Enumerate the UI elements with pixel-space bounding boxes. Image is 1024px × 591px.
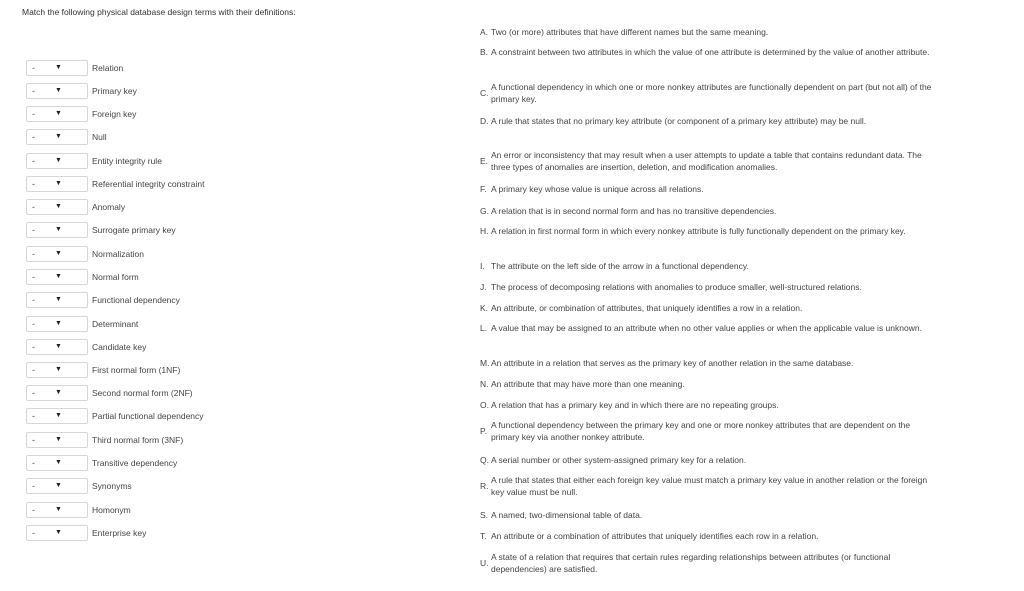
dropdown-arrow-icon: ▼: [55, 110, 62, 117]
dropdown-arrow-icon: ▼: [55, 226, 62, 233]
dropdown-arrow-icon: ▼: [55, 436, 62, 443]
definition-item: [480, 46, 940, 58]
term-label: Enterprise key: [92, 528, 147, 538]
term-row: [26, 292, 180, 308]
select-value: -: [32, 481, 35, 491]
definition-letter: C.: [480, 88, 489, 98]
select-value: -: [32, 365, 35, 375]
definition-item: [480, 322, 940, 334]
term-row: [26, 176, 204, 192]
definition-letter: D.: [480, 116, 489, 126]
definition-letter: G.: [480, 206, 489, 216]
match-select[interactable]: [26, 60, 88, 76]
match-select[interactable]: [26, 269, 88, 285]
term-label: Referential integrity constraint: [92, 179, 205, 189]
match-select[interactable]: [26, 222, 88, 238]
definition-text: An attribute or a combination of attributes that uniquely identifies each row in a relation.: [491, 531, 819, 541]
term-row: [26, 502, 131, 518]
dropdown-arrow-icon: ▼: [55, 529, 62, 536]
term-label: Partial functional dependency: [92, 411, 204, 421]
definition-letter: O.: [480, 400, 489, 410]
definition-text: A rule that states that no primary key attribute (or component of a primary key attribute) may be null.: [491, 116, 867, 126]
dropdown-arrow-icon: ▼: [55, 157, 62, 164]
definition-text: The attribute on the left side of the arrow in a functional dependency.: [491, 261, 749, 271]
dropdown-arrow-icon: ▼: [55, 412, 62, 419]
select-value: -: [32, 342, 35, 352]
term-row: [26, 316, 138, 332]
match-select[interactable]: [26, 478, 88, 494]
definition-letter: P.: [480, 426, 487, 436]
definition-letter: L.: [480, 323, 488, 333]
term-row: [26, 432, 183, 448]
term-label: Functional dependency: [92, 295, 180, 305]
definition-item: [480, 205, 940, 217]
definitions-list: [480, 0, 940, 591]
term-row: [26, 246, 144, 262]
definition-item: [480, 551, 940, 575]
definition-text: A state of a relation that requires that certain rules regarding relationships between attributes (or functional dependencies) are satisfied.: [491, 552, 891, 574]
term-label: Second normal form (2NF): [92, 388, 193, 398]
term-label: First normal form (1NF): [92, 365, 181, 375]
match-select[interactable]: [26, 408, 88, 424]
definition-text: An attribute in a relation that serves as the primary key of another relation in the same database.: [491, 358, 854, 368]
definition-text: A value that may be assigned to an attribute when no other value applies or when the applicable value is unknown.: [491, 323, 922, 333]
definition-item: [480, 474, 940, 498]
dropdown-arrow-icon: ▼: [55, 459, 62, 466]
match-select[interactable]: [26, 316, 88, 332]
definition-letter: E.: [480, 156, 489, 166]
select-value: -: [32, 132, 35, 142]
definition-text: A relation that has a primary key and in which there are no repeating groups.: [491, 400, 779, 410]
definition-text: Two (or more) attributes that have different names but the same meaning.: [491, 27, 769, 37]
match-select[interactable]: [26, 362, 88, 378]
dropdown-arrow-icon: ▼: [55, 250, 62, 257]
definition-text: A functional dependency in which one or more nonkey attributes are functionally dependent on part (but not all) of the primary key.: [491, 82, 932, 104]
select-value: -: [32, 505, 35, 515]
definition-letter: F.: [480, 184, 487, 194]
select-value: -: [32, 411, 35, 421]
select-value: -: [32, 63, 35, 73]
definition-letter: R.: [480, 481, 489, 491]
match-select[interactable]: [26, 432, 88, 448]
definition-item: [480, 281, 940, 293]
select-value: -: [32, 109, 35, 119]
definition-item: [480, 225, 940, 237]
term-label: Normalization: [92, 249, 144, 259]
term-row: [26, 525, 146, 541]
dropdown-arrow-icon: ▼: [55, 203, 62, 210]
term-label: Anomaly: [92, 202, 126, 212]
match-select[interactable]: [26, 153, 88, 169]
definition-text: A functional dependency between the primary key and one or more nonkey attributes that are dependent on the primary key via another nonkey attribute.: [491, 420, 911, 442]
term-label: Foreign key: [92, 109, 137, 119]
term-row: [26, 153, 162, 169]
term-label: Surrogate primary key: [92, 225, 176, 235]
definition-text: A relation in first normal form in which every nonkey attribute is fully functionally dependent on the primary key.: [491, 226, 906, 236]
term-label: Homonym: [92, 505, 131, 515]
definition-item: [480, 357, 940, 369]
definition-item: [480, 399, 940, 411]
select-value: -: [32, 202, 35, 212]
term-row: [26, 455, 177, 471]
term-label: Null: [92, 132, 107, 142]
definition-text: An attribute that may have more than one meaning.: [491, 379, 685, 389]
dropdown-arrow-icon: ▼: [55, 87, 62, 94]
dropdown-arrow-icon: ▼: [55, 320, 62, 327]
definition-item: [480, 81, 940, 105]
dropdown-arrow-icon: ▼: [55, 482, 62, 489]
select-value: -: [32, 249, 35, 259]
match-select[interactable]: [26, 246, 88, 262]
definition-item: [480, 509, 940, 521]
dropdown-arrow-icon: ▼: [55, 296, 62, 303]
match-select[interactable]: [26, 525, 88, 541]
definition-item: [480, 419, 940, 443]
definition-letter: A.: [480, 27, 489, 37]
dropdown-arrow-icon: ▼: [55, 366, 62, 373]
term-label: Normal form: [92, 272, 139, 282]
definition-item: [480, 302, 940, 314]
term-label: Determinant: [92, 319, 139, 329]
select-value: -: [32, 272, 35, 282]
term-row: [26, 362, 180, 378]
dropdown-arrow-icon: ▼: [55, 506, 62, 513]
select-value: -: [32, 295, 35, 305]
select-value: -: [32, 435, 35, 445]
match-select[interactable]: [26, 83, 88, 99]
definition-item: [480, 530, 940, 542]
term-row: [26, 269, 139, 285]
term-label: Entity integrity rule: [92, 156, 162, 166]
select-value: -: [32, 86, 35, 96]
term-label: Relation: [92, 63, 124, 73]
select-value: -: [32, 458, 35, 468]
match-select[interactable]: [26, 339, 88, 355]
definition-text: A named, two-dimensional table of data.: [491, 510, 643, 520]
definition-letter: M.: [480, 358, 490, 368]
definition-text: An attribute, or combination of attributes, that uniquely identifies a row in a relation.: [491, 303, 803, 313]
definition-item: [480, 454, 940, 466]
definition-item: [480, 149, 940, 173]
term-label: Candidate key: [92, 342, 147, 352]
definition-letter: K.: [480, 303, 489, 313]
definition-letter: T.: [480, 531, 487, 541]
match-select[interactable]: [26, 176, 88, 192]
match-select[interactable]: [26, 502, 88, 518]
definition-letter: Q.: [480, 455, 489, 465]
term-label: Transitive dependency: [92, 458, 178, 468]
term-row: [26, 339, 146, 355]
term-label: Third normal form (3NF): [92, 435, 184, 445]
term-row: [26, 106, 136, 122]
definition-item: [480, 260, 940, 272]
select-value: -: [32, 156, 35, 166]
term-row: [26, 83, 137, 99]
select-value: -: [32, 388, 35, 398]
match-select[interactable]: [26, 199, 88, 215]
match-select[interactable]: [26, 455, 88, 471]
definition-item: [480, 378, 940, 390]
term-label: Synonyms: [92, 481, 132, 491]
terms-list: [26, 0, 406, 591]
term-row: [26, 408, 204, 424]
select-value: -: [32, 528, 35, 538]
dropdown-arrow-icon: ▼: [55, 180, 62, 187]
term-row: [26, 222, 176, 238]
definition-letter: I.: [480, 261, 485, 271]
term-row: [26, 60, 123, 76]
match-select[interactable]: [26, 385, 88, 401]
select-value: -: [32, 319, 35, 329]
definition-text: A constraint between two attributes in which the value of one attribute is determined by the value of another attribute.: [491, 47, 930, 57]
term-row: [26, 129, 107, 145]
term-row: [26, 385, 193, 401]
definition-letter: J.: [480, 282, 487, 292]
definition-item: [480, 183, 940, 195]
instructions-text: Match the following physical database design terms with their definitions:: [22, 7, 296, 17]
definition-text: A primary key whose value is unique across all relations.: [491, 184, 704, 194]
definition-text: The process of decomposing relations with anomalies to produce smaller, well-structured relations.: [491, 282, 862, 292]
definition-letter: S.: [480, 510, 489, 520]
dropdown-arrow-icon: ▼: [55, 343, 62, 350]
definition-letter: N.: [480, 379, 489, 389]
dropdown-arrow-icon: ▼: [55, 64, 62, 71]
select-value: -: [32, 225, 35, 235]
term-row: [26, 199, 125, 215]
match-select[interactable]: [26, 292, 88, 308]
definition-item: [480, 115, 940, 127]
term-row: [26, 478, 132, 494]
definition-text: A serial number or other system-assigned primary key for a relation.: [491, 455, 747, 465]
match-select[interactable]: [26, 106, 88, 122]
definition-letter: U.: [480, 558, 489, 568]
definition-text: An error or inconsistency that may result when a user attempts to update a table that contains redundant data. The three types of anomalies are insertion, deletion, and modification anomalies.: [491, 150, 922, 172]
dropdown-arrow-icon: ▼: [55, 273, 62, 280]
definition-letter: B.: [480, 47, 489, 57]
select-value: -: [32, 179, 35, 189]
dropdown-arrow-icon: ▼: [55, 133, 62, 140]
definition-item: [480, 26, 940, 38]
definition-text: A rule that states that either each foreign key value must match a primary key value in another relation or the foreign key value must be null.: [491, 475, 928, 497]
dropdown-arrow-icon: ▼: [55, 389, 62, 396]
match-select[interactable]: [26, 129, 88, 145]
definition-text: A relation that is in second normal form and has no transitive dependencies.: [491, 206, 777, 216]
definition-letter: H.: [480, 226, 489, 236]
term-label: Primary key: [92, 86, 137, 96]
